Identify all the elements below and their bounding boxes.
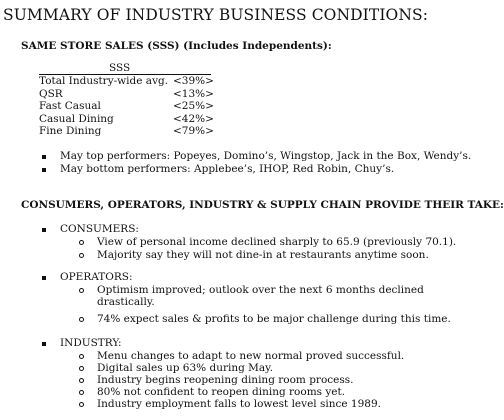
industry-label: INDUSTRY:	[60, 337, 122, 349]
table-row	[39, 125, 214, 138]
list-item: Optimism improved; outlook over the next 6 months declined	[97, 284, 424, 296]
segment-value: <25%>	[173, 100, 214, 112]
segment-value: <13%>	[173, 88, 214, 100]
bullet-square-icon	[42, 276, 46, 280]
operators-label: OPERATORS:	[60, 271, 133, 283]
list-item: 74% expect sales & profits to be major challenge during this time.	[97, 313, 451, 325]
bullet-circle-icon	[79, 288, 84, 293]
table-row	[39, 100, 214, 113]
bullet-circle-icon	[79, 402, 84, 407]
segment-value: <39%>	[173, 75, 214, 87]
sss-heading	[21, 40, 332, 52]
bullet-square-icon	[42, 168, 46, 172]
bullet-circle-icon	[79, 366, 84, 371]
list-item: Industry begins reopening dining room process.	[97, 374, 354, 386]
segment-label: Fast Casual	[39, 100, 101, 112]
table-row	[39, 75, 214, 88]
segment-label: QSR	[39, 88, 63, 100]
sss-column-header: SSS	[109, 62, 131, 74]
list-item-continuation: drastically.	[97, 296, 155, 308]
segment-label: Casual Dining	[39, 113, 114, 125]
list-item: Digital sales up 63% during May.	[97, 362, 274, 374]
segment-value: <42%>	[173, 113, 214, 125]
segment-label: Total Industry-wide avg.	[39, 75, 169, 87]
bullet-circle-icon	[79, 378, 84, 383]
page-title: SUMMARY OF INDUSTRY BUSINESS CONDITIONS:	[3, 6, 429, 24]
list-item: View of personal income declined sharply to 65.9 (previously 70.1).	[97, 236, 457, 248]
list-item: Industry employment falls to lowest level since 1989.	[97, 398, 381, 410]
bullet-circle-icon	[79, 240, 84, 245]
list-item: May top performers: Popeyes, Domino’s, Wingstop, Jack in the Box, Wendy’s.	[60, 150, 472, 162]
bullet-circle-icon	[79, 390, 84, 395]
bullet-square-icon	[42, 155, 46, 159]
list-item: Menu changes to adapt to new normal proved successful.	[97, 350, 405, 362]
segment-value: <79%>	[173, 125, 214, 137]
take-heading: CONSUMERS, OPERATORS, INDUSTRY & SUPPLY CHAIN PROVIDE THEIR TAKE:	[21, 199, 504, 211]
bullet-circle-icon	[79, 354, 84, 359]
list-item: May bottom performers: Applebee’s, IHOP, Red Robin, Chuy’s.	[60, 163, 395, 175]
list-item: 80% not confident to reopen dining rooms yet.	[97, 386, 346, 398]
sss-heading-note: (Includes Independents):	[183, 40, 332, 52]
segment-label: Fine Dining	[39, 125, 102, 137]
bullet-circle-icon	[79, 253, 84, 258]
consumers-label: CONSUMERS:	[60, 223, 139, 235]
bullet-square-icon	[42, 228, 46, 232]
bullet-square-icon	[42, 342, 46, 346]
sss-heading-text: SAME STORE SALES (SSS)	[21, 40, 180, 52]
bullet-circle-icon	[79, 317, 84, 322]
list-item: Majority say they will not dine-in at restaurants anytime soon.	[97, 249, 429, 261]
